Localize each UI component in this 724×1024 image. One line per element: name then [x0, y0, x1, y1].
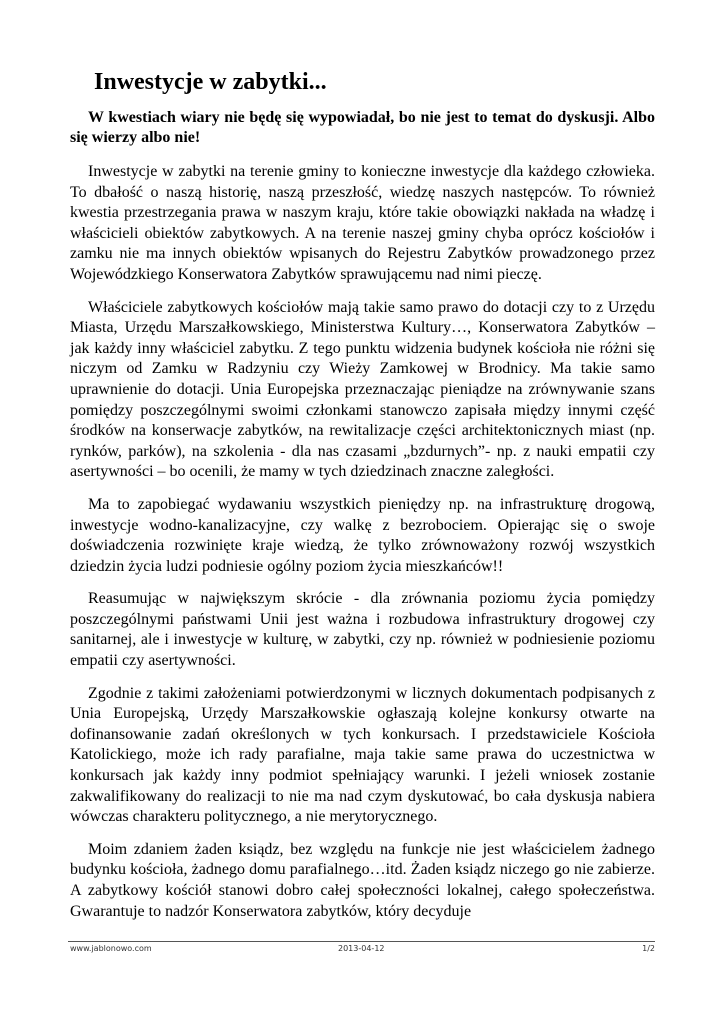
footer-page-number: 1/2	[642, 944, 655, 953]
footer-divider	[68, 941, 655, 942]
body-paragraph-2: Właściciele zabytkowych kościołów mają takie samo prawo do dotacji czy to z Urzędu Miasta, Urzędu Marszałkowskiego, Ministerstwa Kultury…, Konserwatora Zabytków – jak każdy inny właściciel zabytku. Z tego punktu widzenia budynek kościoła nie różni się niczym od Zamku w Radzyniu czy Wieży Zamkowej w Brodnicy. Ma takie samo uprawnienie do dotacji. Unia Europejska przeznaczając pieniądze na zrównywanie szans pomiędzy poszczególnymi swoimi członkami stanowczo zapisała między innymi część środków na konserwacje zabytków, na rewitalizacje części architektonicznych miast (np. rynków, parków), na szkolenia - dla nas czasami „bzdurnych”- np. z nauki empatii czy asertywności – bo ocenili, że mamy w tych dziedzinach znaczne zaległości.	[70, 298, 655, 481]
document-body	[70, 108, 655, 934]
body-paragraph-3: Ma to zapobiegać wydawaniu wszystkich pieniędzy np. na infrastrukturę drogową, inwestycje wodno-kanalizacyjne, czy walkę z bezrobociem. Opierając się o swoje doświadczenia rozwinięte kraje wiedzą, że tylko zrównoważony rozwój wszystkich dziedzin życia ludzi podniesie ogólny poziom życia mieszkańców!!	[70, 495, 655, 575]
footer-date: 2013-04-12	[338, 944, 385, 953]
body-paragraph-5: Zgodnie z takimi założeniami potwierdzonymi w licznych dokumentach podpisanych z Unia Europejską, Urzędy Marszałkowskie ogłaszają kolejne konkursy otwarte na dofinansowanie zadań określonych w tych konkursach. I przedstawiciele Kościoła Katolickiego, może ich rady parafialne, maja takie same prawa do uczestnictwa w konkursach jak każdy inny podmiot spełniający warunki. I jeżeli wniosek zostanie zakwalifikowany do realizacji to nie ma nad czym dyskutować, bo cała dyskusja nabiera wówczas charakteru politycznego, a nie merytorycznego.	[70, 684, 655, 826]
lead-paragraph: W kwestiach wiary nie będę się wypowiadał, bo nie jest to temat do dyskusji. Albo się wierzy albo nie!	[70, 109, 655, 146]
page-title: Inwestycje w zabytki...	[94, 69, 327, 95]
body-paragraph-1: Inwestycje w zabytki na terenie gminy to konieczne inwestycje dla każdego człowieka. To dbałość o naszą historię, naszą przeszłość, wiedzę naszych następców. To również kwestia przestrzegania prawa w naszym kraju, które takie obowiązki nakłada na władzę i właścicieli obiektów zabytkowych. A na terenie naszej gminy chyba oprócz kościołów i zamku nie ma innych obiektów wpisanych do Rejestru Zabytków prowadzonego przez Wojewódzkiego Konserwatora Zabytków sprawującemu nad nimi pieczę.	[70, 163, 655, 283]
body-paragraph-6: Moim zdaniem żaden ksiądz, bez względu na funkcje nie jest właścicielem żadnego budynku kościoła, żadnego domu parafialnego…itd. Żaden ksiądz niczego go nie zabierze. A zabytkowy kościół stanowi dobro całej społeczności lokalnej, całego społeczeństwa. Gwarantuje to nadzór Konserwatora zabytków, który decyduje	[70, 840, 655, 920]
footer-website: www.jablonowo.com	[70, 944, 152, 953]
body-paragraph-4: Reasumując w największym skrócie - dla zrównania poziomu życia pomiędzy poszczególnymi państwami Unii jest ważna i rozbudowa infrastruktury drogowej czy sanitarnej, ale i inwestycje w kulturę, w zabytki, czy np. również w podniesienie poziomu empatii czy asertywności.	[70, 590, 655, 670]
